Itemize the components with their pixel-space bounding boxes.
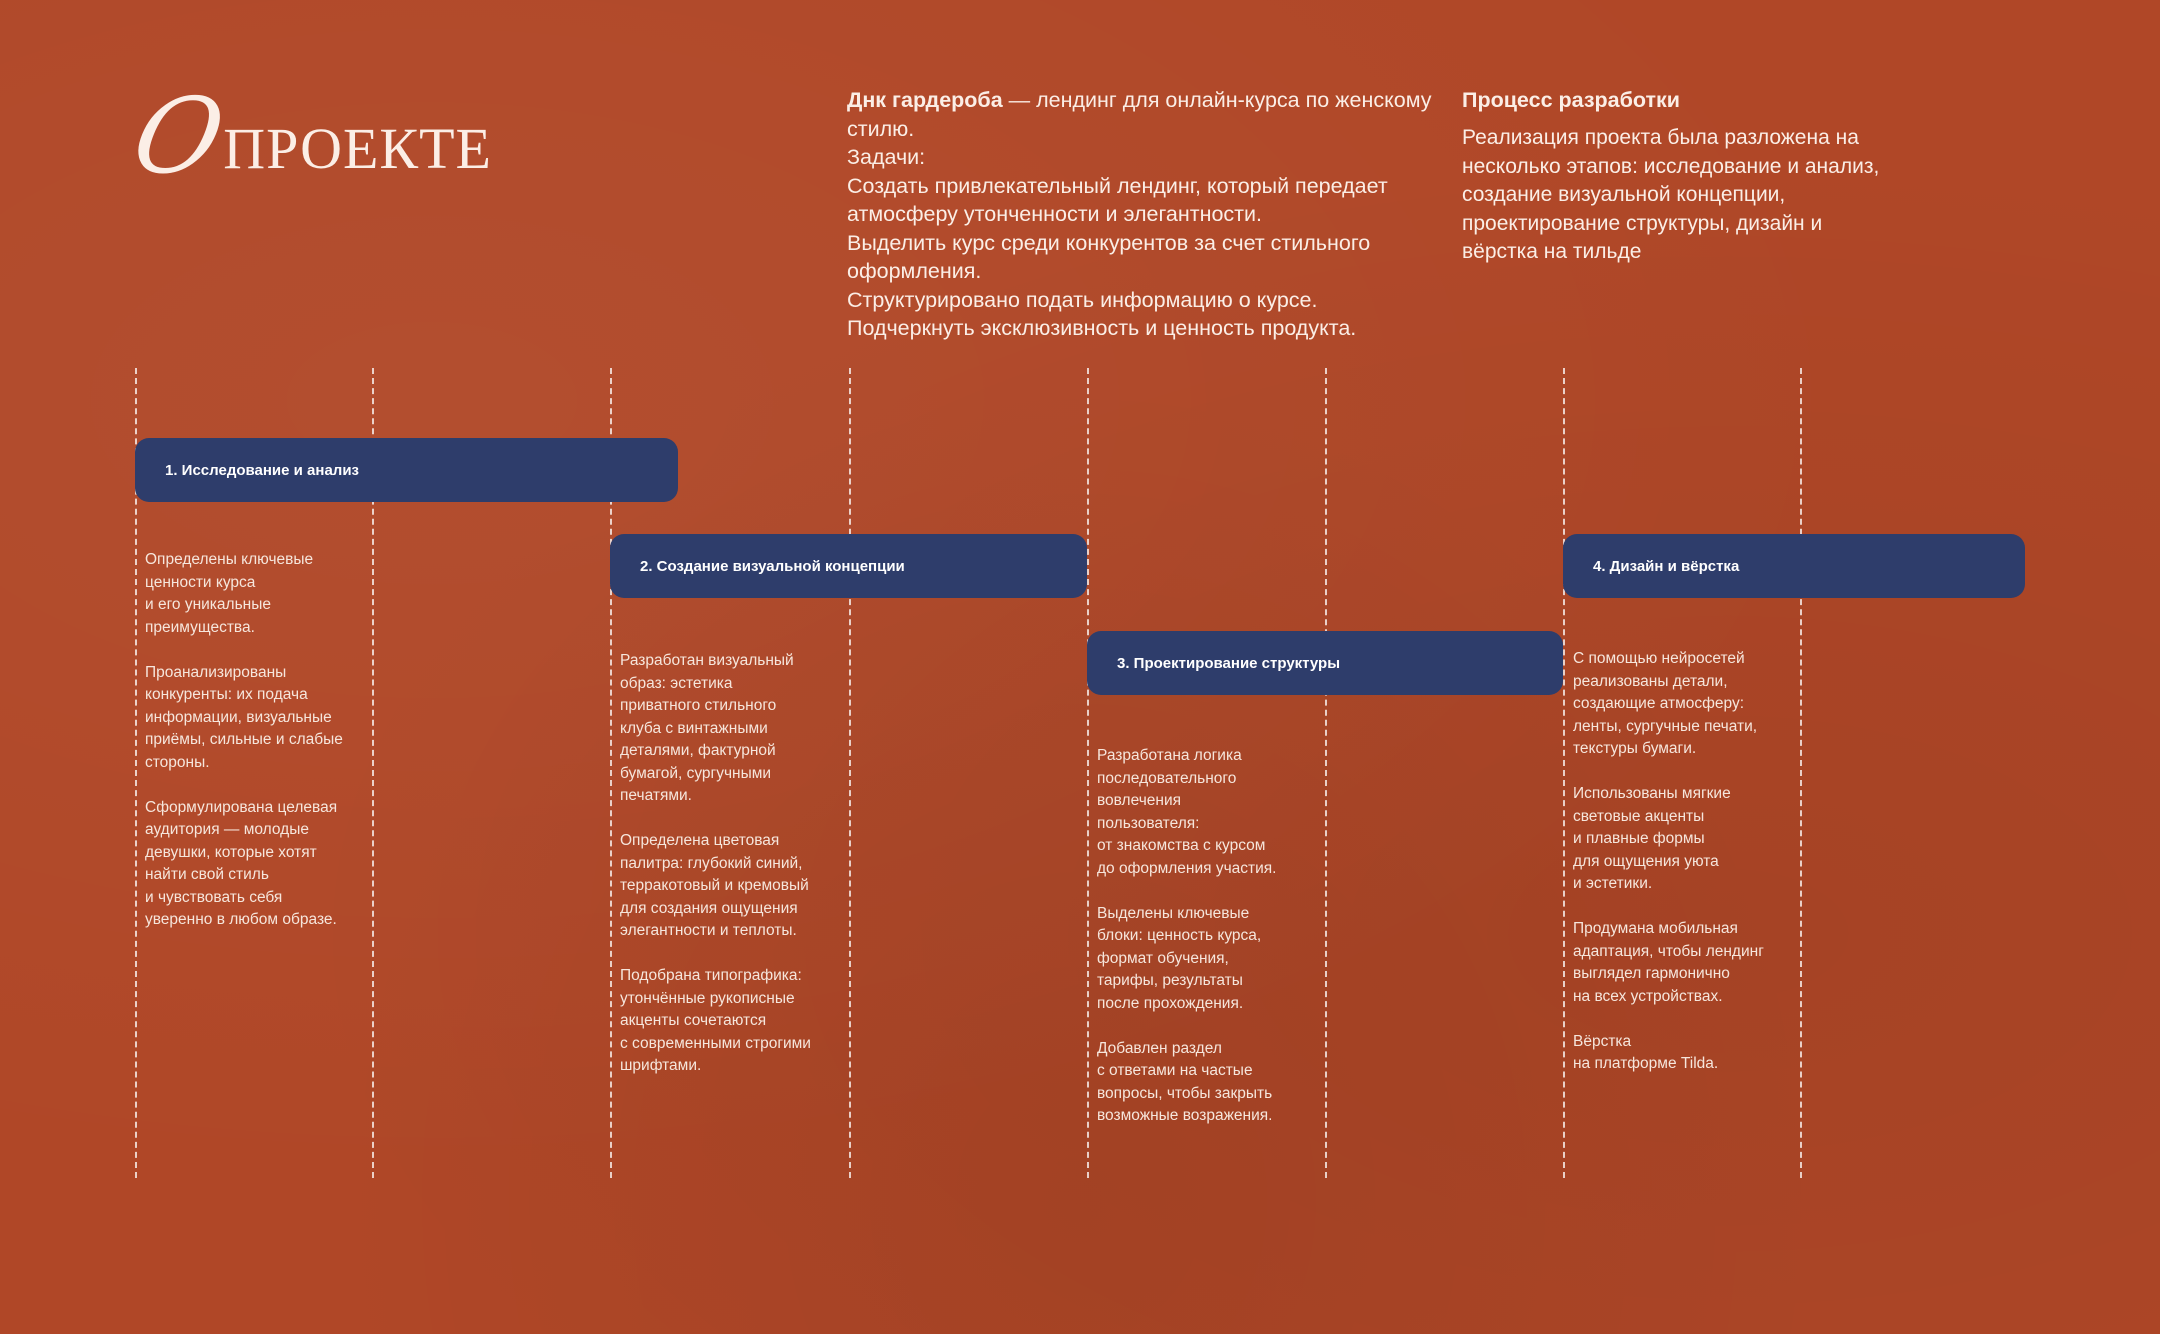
grid-line: [1563, 368, 1565, 1178]
stage-4-paragraph: Использованы мягкие световые акценты и плавные формы для ощущения уюта и эстетики.: [1573, 785, 1731, 892]
project-description: [847, 86, 1447, 343]
process-text: Реализация проекта была разложена на несколько этапов: исследование и анализ, создание визуальной концепции, проектирование структуры, дизайн и вёрстка на тильде: [1462, 126, 1880, 263]
stage-4-label: 4. Дизайн и вёрстка: [1593, 557, 1740, 575]
stage-3-bar: [1087, 631, 1563, 695]
stage-2-paragraph: Разработан визуальный образ: эстетика приватного стильного клуба с винтажными деталями, фактурной бумагой, сургучными печатями.: [620, 652, 794, 804]
stage-1-bar: [135, 438, 678, 502]
stage-2-paragraph: Подобрана типографика: утончённые рукописные акценты сочетаются с современными строгими шрифтами.: [620, 967, 811, 1074]
stage-3-description: [1097, 745, 1327, 1150]
task-item: Выделить курс среди конкурентов за счет стильного оформления.: [847, 230, 1371, 283]
stage-4-paragraph: Вёрстка на платформе Tilda.: [1573, 1032, 1719, 1072]
process-title: Процесс разработки: [1462, 88, 1681, 112]
stage-4-bar: [1563, 534, 2025, 598]
stage-3-paragraph: Разработана логика последовательного вовлечения пользователя: от знакомства с курсом до оформления участия.: [1097, 747, 1277, 877]
stage-3-paragraph: Выделены ключевые блоки: ценность курса, формат обучения, тарифы, результаты после прохождения.: [1097, 904, 1262, 1012]
task-item: Подчеркнуть эксклюзивность и ценность продукта.: [847, 316, 1357, 340]
grid-line: [1087, 368, 1089, 1178]
stage-2-paragraph: Определена цветовая палитра: глубокий синий, терракотовый и кремовый для создания ощущения элегантности и теплоты.: [620, 832, 809, 939]
stage-4-paragraph: С помощью нейросетей реализованы детали, создающие атмосферу: ленты, сургучные печати, текстуры бумаги.: [1573, 650, 1758, 757]
stage-4-description: [1573, 648, 1803, 1098]
page-title: [123, 75, 492, 197]
stage-1-paragraph: Проанализированы конкуренты: их подача информации, визуальные приёмы, сильные и слабые стороны.: [145, 663, 343, 771]
process-block: [1462, 86, 1882, 267]
stage-3-label: 3. Проектирование структуры: [1117, 654, 1341, 672]
stage-1-description: [145, 549, 375, 954]
stage-2-label: 2. Создание визуальной концепции: [640, 557, 905, 575]
stage-1-paragraph: Определены ключевые ценности курса и его уникальные преимущества.: [145, 551, 314, 636]
stage-1-paragraph: Сформулирована целевая аудитория — молодые девушки, которые хотят найти свой стиль и чувствовать себя уверенно в любом образе.: [145, 798, 338, 928]
project-name: Днк гардероба: [847, 88, 1003, 112]
title-initial-letter: О: [123, 75, 235, 197]
project-intro-text: — лендинг для онлайн-курса по женскому стилю.: [847, 88, 1432, 141]
stage-3-paragraph: Добавлен раздел с ответами на частые вопросы, чтобы закрыть возможные возражения.: [1097, 1039, 1273, 1124]
stage-2-bar: [610, 534, 1087, 598]
stage-1-label: 1. Исследование и анализ: [165, 461, 359, 479]
title-text: ПРОЕКТЕ: [223, 116, 492, 181]
stage-2-description: [620, 650, 850, 1100]
task-item: Создать привлекательный лендинг, который передает атмосферу утонченности и элегантности.: [847, 173, 1388, 226]
task-item: Структурировано подать информацию о курсе.: [847, 287, 1318, 312]
project-intro: [847, 86, 1447, 143]
stage-4-paragraph: Продумана мобильная адаптация, чтобы лендинг выглядел гармонично на всех устройствах.: [1573, 920, 1764, 1005]
tasks-label: Задачи:: [847, 145, 926, 169]
